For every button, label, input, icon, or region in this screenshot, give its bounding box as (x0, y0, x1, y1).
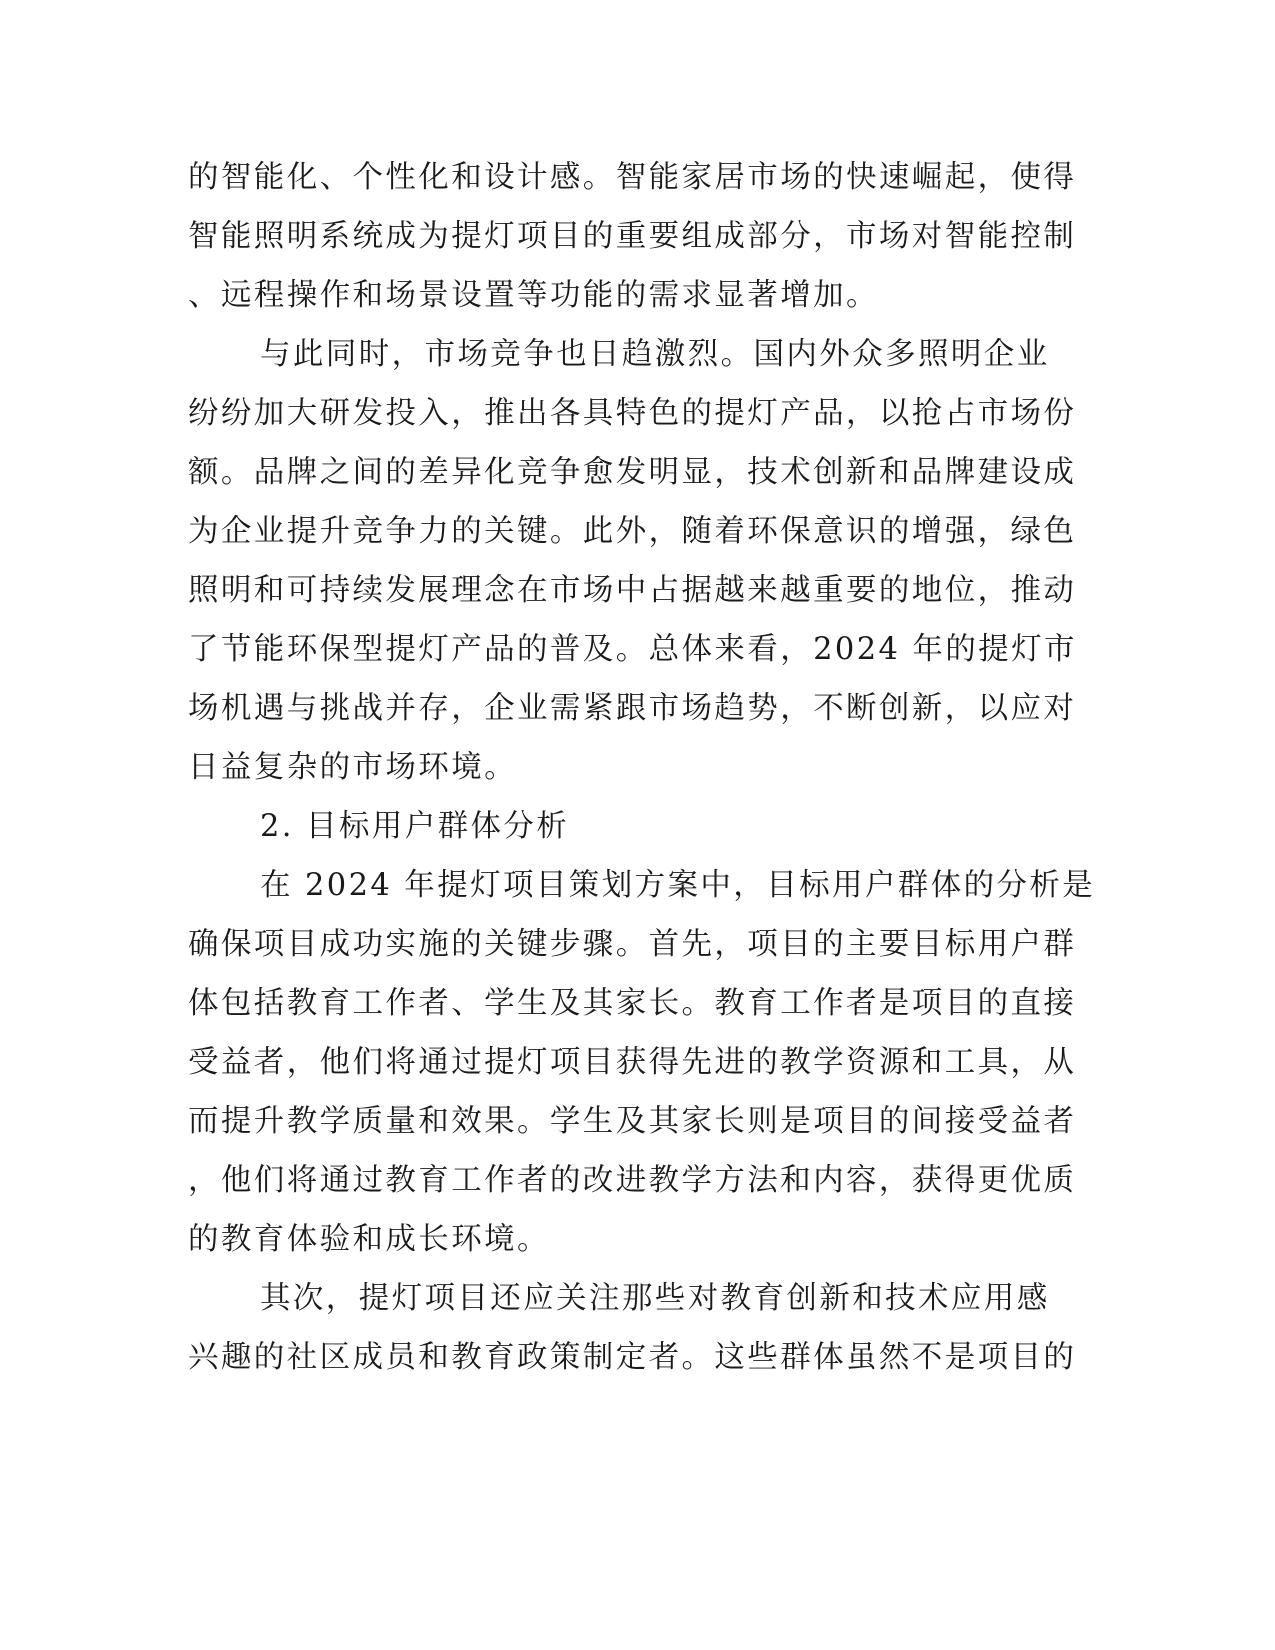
text-line: 受益者，他们将通过提灯项目获得先进的教学资源和工具，从 (188, 1045, 1077, 1080)
text-line: 纷纷加大研发投入，推出各具特色的提灯产品，以抢占市场份 (188, 396, 1077, 431)
text-line: 其次，提灯项目还应关注那些对教育创新和技术应用感 (260, 1281, 1050, 1316)
section-heading: 2. 目标用户群体分析 (260, 809, 570, 844)
text-line: 为企业提升竞争力的关键。此外，随着环保意识的增强，绿色 (188, 514, 1077, 549)
text-line: ，他们将通过教育工作者的改进教学方法和内容，获得更优质 (188, 1163, 1077, 1198)
text-line: 了节能环保型提灯产品的普及。总体来看，2024 年的提灯市 (188, 632, 1077, 667)
text-line: 在 2024 年提灯项目策划方案中，目标用户群体的分析是 (260, 868, 1096, 903)
text-line: 日益复杂的市场环境。 (188, 750, 517, 785)
text-line: 兴趣的社区成员和教育政策制定者。这些群体虽然不是项目的 (188, 1340, 1077, 1375)
text-line: 额。品牌之间的差异化竞争愈发明显，技术创新和品牌建设成 (188, 455, 1077, 490)
text-line: 的智能化、个性化和设计感。智能家居市场的快速崛起，使得 (188, 160, 1077, 195)
text-line: 而提升教学质量和效果。学生及其家长则是项目的间接受益者 (188, 1104, 1077, 1139)
text-line: 场机遇与挑战并存，企业需紧跟市场趋势，不断创新，以应对 (188, 691, 1077, 726)
text-line: 的教育体验和成长环境。 (188, 1222, 550, 1257)
text-line: 确保项目成功实施的关键步骤。首先，项目的主要目标用户群 (188, 927, 1077, 962)
text-line: 体包括教育工作者、学生及其家长。教育工作者是项目的直接 (188, 986, 1077, 1021)
text-line: 智能照明系统成为提灯项目的重要组成部分，市场对智能控制 (188, 219, 1077, 254)
text-line: 与此同时，市场竞争也日趋激烈。国内外众多照明企业 (260, 337, 1050, 372)
text-line: 照明和可持续发展理念在市场中占据越来越重要的地位，推动 (188, 573, 1077, 608)
text-line: 、远程操作和场景设置等功能的需求显著增加。 (188, 278, 879, 313)
